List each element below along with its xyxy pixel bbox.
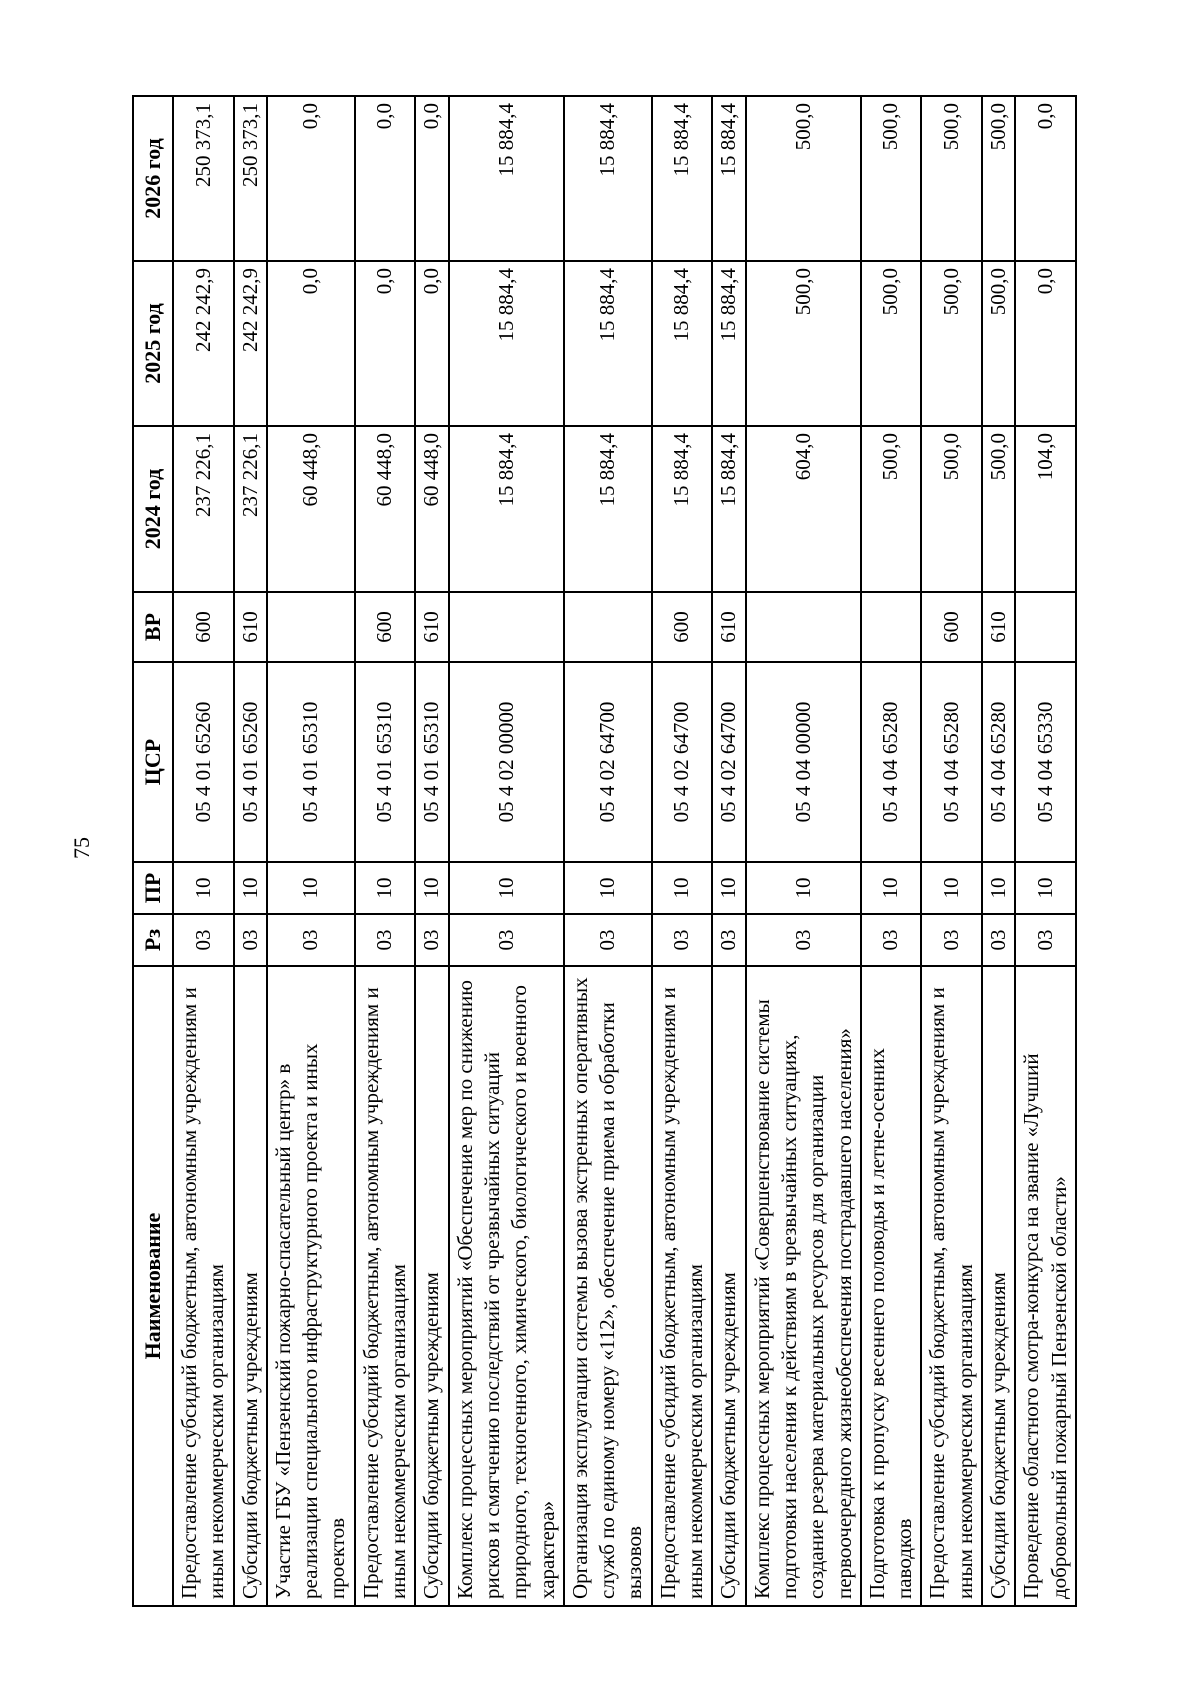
cell-2025: 15 884,4: [712, 261, 745, 426]
cell-2025: 500,0: [861, 261, 922, 426]
header-pr: ПР: [133, 862, 173, 914]
cell-name: Комплекс процессных мероприятий «Совершенствование системы подготовки населения к действиям в чрезвычайных ситуациях, создание резерва материальных ресурсов для организации первоочередного жизнеобеспечения пострадавшего населения»: [746, 966, 861, 1606]
cell-csr: 05 4 02 64700: [652, 662, 713, 862]
cell-csr: 05 4 01 65260: [234, 662, 267, 862]
cell-csr: 05 4 01 65260: [173, 662, 234, 862]
cell-2025: 15 884,4: [564, 261, 652, 426]
table-row: [355, 96, 416, 1606]
page-number: 75: [69, 837, 94, 859]
cell-rz: 03: [982, 914, 1015, 966]
cell-pr: 10: [267, 862, 355, 914]
cell-csr: 05 4 02 64700: [564, 662, 652, 862]
cell-pr: 10: [564, 862, 652, 914]
cell-2025: 500,0: [982, 261, 1015, 426]
cell-vr: 600: [355, 592, 416, 662]
table-row: [921, 96, 982, 1606]
budget-table: [132, 95, 1077, 1607]
table-row: [449, 96, 564, 1606]
cell-2026: 15 884,4: [712, 96, 745, 261]
cell-2026: 500,0: [921, 96, 982, 261]
cell-2024: 15 884,4: [564, 426, 652, 592]
cell-2024: 60 448,0: [415, 426, 448, 592]
cell-2025: 0,0: [355, 261, 416, 426]
cell-name: Предоставление субсидий бюджетным, автономным учреждениям и иным некоммерческим организациям: [652, 966, 713, 1606]
cell-csr: 05 4 01 65310: [415, 662, 448, 862]
budget-table-container: [132, 97, 1071, 1607]
cell-name: Субсидии бюджетным учреждениям: [234, 966, 267, 1606]
header-2026: 2026 год: [133, 96, 173, 261]
cell-pr: 10: [652, 862, 713, 914]
cell-pr: 10: [449, 862, 564, 914]
cell-rz: 03: [415, 914, 448, 966]
cell-pr: 10: [921, 862, 982, 914]
table-row: [564, 96, 652, 1606]
cell-2026: 500,0: [982, 96, 1015, 261]
cell-pr: 10: [1015, 862, 1076, 914]
cell-2026: 250 373,1: [234, 96, 267, 261]
header-name: Наименование: [133, 966, 173, 1606]
cell-csr: 05 4 01 65310: [267, 662, 355, 862]
cell-2024: 15 884,4: [652, 426, 713, 592]
cell-name: Подготовка к пропуску весеннего половодья и летне-осенних паводков: [861, 966, 922, 1606]
cell-2025: 0,0: [1015, 261, 1076, 426]
cell-csr: 05 4 04 65280: [861, 662, 922, 862]
cell-2026: 500,0: [861, 96, 922, 261]
cell-name: Комплекс процессных мероприятий «Обеспечение мер по снижению рисков и смягчению последствий от чрезвычайных ситуаций природного, техногенного, химического, биологического и военного характера»: [449, 966, 564, 1606]
cell-csr: 05 4 04 65280: [982, 662, 1015, 862]
cell-vr: [1015, 592, 1076, 662]
cell-pr: 10: [173, 862, 234, 914]
cell-name: Субсидии бюджетным учреждениям: [712, 966, 745, 1606]
cell-pr: 10: [355, 862, 416, 914]
cell-pr: 10: [712, 862, 745, 914]
cell-2025: 500,0: [921, 261, 982, 426]
cell-rz: 03: [449, 914, 564, 966]
cell-2026: 250 373,1: [173, 96, 234, 261]
header-2025: 2025 год: [133, 261, 173, 426]
cell-vr: [564, 592, 652, 662]
cell-pr: 10: [234, 862, 267, 914]
cell-vr: 610: [982, 592, 1015, 662]
cell-2025: 500,0: [746, 261, 861, 426]
cell-csr: 05 4 04 65330: [1015, 662, 1076, 862]
cell-rz: 03: [564, 914, 652, 966]
cell-vr: [267, 592, 355, 662]
cell-rz: 03: [712, 914, 745, 966]
table-row: [982, 96, 1015, 1606]
cell-vr: [861, 592, 922, 662]
cell-name: Предоставление субсидий бюджетным, автономным учреждениям и иным некоммерческим организациям: [355, 966, 416, 1606]
cell-csr: 05 4 04 65280: [921, 662, 982, 862]
cell-rz: 03: [173, 914, 234, 966]
cell-vr: [746, 592, 861, 662]
cell-csr: 05 4 01 65310: [355, 662, 416, 862]
cell-vr: [449, 592, 564, 662]
table-row: [861, 96, 922, 1606]
cell-2024: 237 226,1: [173, 426, 234, 592]
cell-rz: 03: [746, 914, 861, 966]
table-row: [1015, 96, 1076, 1606]
cell-pr: 10: [861, 862, 922, 914]
cell-rz: 03: [355, 914, 416, 966]
table-row: [267, 96, 355, 1606]
cell-vr: 610: [712, 592, 745, 662]
cell-2024: 500,0: [982, 426, 1015, 592]
cell-2026: 15 884,4: [449, 96, 564, 261]
cell-2025: 15 884,4: [449, 261, 564, 426]
cell-rz: 03: [861, 914, 922, 966]
cell-name: Организация эксплуатации системы вызова экстренных оперативных служб по единому номеру «112», обеспечение приема и обработки вызовов: [564, 966, 652, 1606]
cell-rz: 03: [921, 914, 982, 966]
header-rz: Рз: [133, 914, 173, 966]
cell-2024: 15 884,4: [449, 426, 564, 592]
cell-csr: 05 4 02 00000: [449, 662, 564, 862]
cell-2025: 242 242,9: [234, 261, 267, 426]
cell-rz: 03: [234, 914, 267, 966]
cell-2026: 0,0: [415, 96, 448, 261]
cell-vr: 600: [173, 592, 234, 662]
cell-2026: 15 884,4: [564, 96, 652, 261]
header-vr: ВР: [133, 592, 173, 662]
table-row: [415, 96, 448, 1606]
cell-name: Субсидии бюджетным учреждениям: [415, 966, 448, 1606]
cell-2026: 15 884,4: [652, 96, 713, 261]
cell-2026: 0,0: [267, 96, 355, 261]
cell-name: Предоставление субсидий бюджетным, автономным учреждениям и иным некоммерческим организациям: [921, 966, 982, 1606]
cell-2024: 500,0: [861, 426, 922, 592]
cell-2026: 0,0: [355, 96, 416, 261]
cell-csr: 05 4 04 00000: [746, 662, 861, 862]
cell-pr: 10: [982, 862, 1015, 914]
table-row: [652, 96, 713, 1606]
cell-2024: 104,0: [1015, 426, 1076, 592]
table-row: [746, 96, 861, 1606]
cell-2025: 15 884,4: [652, 261, 713, 426]
cell-2024: 604,0: [746, 426, 861, 592]
cell-vr: 600: [652, 592, 713, 662]
cell-vr: 610: [234, 592, 267, 662]
cell-2026: 500,0: [746, 96, 861, 261]
table-row: [234, 96, 267, 1606]
cell-rz: 03: [652, 914, 713, 966]
cell-pr: 10: [746, 862, 861, 914]
cell-name: Субсидии бюджетным учреждениям: [982, 966, 1015, 1606]
cell-vr: 610: [415, 592, 448, 662]
cell-2025: 0,0: [415, 261, 448, 426]
cell-2024: 15 884,4: [712, 426, 745, 592]
cell-pr: 10: [415, 862, 448, 914]
cell-2025: 0,0: [267, 261, 355, 426]
table-header-row: [133, 96, 173, 1606]
table-body: [173, 96, 1076, 1606]
cell-2024: 60 448,0: [355, 426, 416, 592]
table-row: [712, 96, 745, 1606]
cell-2024: 60 448,0: [267, 426, 355, 592]
cell-vr: 600: [921, 592, 982, 662]
table-row: [173, 96, 234, 1606]
cell-name: Предоставление субсидий бюджетным, автономным учреждениям и иным некоммерческим организациям: [173, 966, 234, 1606]
cell-2025: 242 242,9: [173, 261, 234, 426]
cell-name: Проведение областного смотра-конкурса на звание «Лучший добровольный пожарный Пензенской области»: [1015, 966, 1076, 1606]
cell-rz: 03: [1015, 914, 1076, 966]
cell-csr: 05 4 02 64700: [712, 662, 745, 862]
cell-name: Участие ГБУ «Пензенский пожарно-спасательный центр» в реализации специального инфраструктурного проекта и иных проектов: [267, 966, 355, 1606]
cell-rz: 03: [267, 914, 355, 966]
cell-2024: 500,0: [921, 426, 982, 592]
cell-2026: 0,0: [1015, 96, 1076, 261]
cell-2024: 237 226,1: [234, 426, 267, 592]
header-2024: 2024 год: [133, 426, 173, 592]
header-csr: ЦСР: [133, 662, 173, 862]
